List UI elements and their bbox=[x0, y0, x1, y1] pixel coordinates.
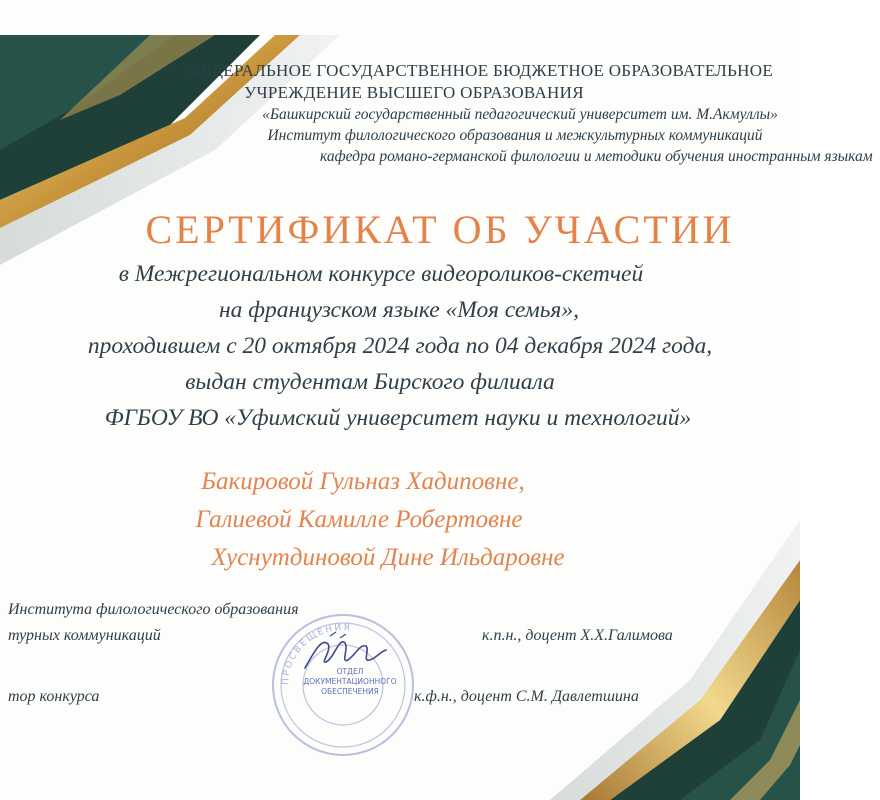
recipient-name: Галиевой Камилле Робертовне bbox=[195, 506, 523, 533]
signatory-2-name: к.ф.н., доцент С.М. Давлетшина bbox=[414, 688, 639, 705]
signatory-1-title-line-1: Института филологического образования bbox=[8, 601, 299, 618]
recipient-name: Бакировой Гульназ Хадиповне, bbox=[201, 468, 525, 495]
body-line-2: на французском языке «Моя семья», bbox=[219, 297, 579, 323]
body-line-5: ФГБОУ ВО «Уфимский университет науки и технологий» bbox=[104, 405, 692, 431]
header-line-4: Институт филологического образования и межкультурных коммуникаций bbox=[267, 127, 763, 144]
stamp-line-2: ДОКУМЕНТАЦИОННОГО bbox=[303, 677, 397, 686]
recipient-name: Хуснутдиновой Дине Ильдаровне bbox=[211, 544, 565, 571]
certificate-title: СЕРТИФИКАТ ОБ УЧАСТИИ bbox=[145, 207, 735, 252]
recipient-names bbox=[0, 463, 800, 577]
body-line-1: в Межрегиональном конкурсе видеороликов-скетчей bbox=[118, 261, 644, 287]
handwritten-signature bbox=[300, 630, 390, 680]
header-line-3: «Башкирский государственный педагогический университет им. М.Акмуллы» bbox=[262, 106, 778, 123]
header-line-1: ФЕДЕРАЛЬНОЕ ГОСУДАРСТВЕННОЕ БЮДЖЕТНОЕ ОБРАЗОВАТЕЛЬНОЕ bbox=[186, 61, 774, 80]
body-line-3: проходившем с 20 октября 2024 года по 04 декабря 2024 года, bbox=[87, 333, 713, 359]
header-line-2: УЧРЕЖДЕНИЕ ВЫСШЕГО ОБРАЗОВАНИЯ bbox=[244, 83, 584, 102]
stamp-line-1: ОТДЕЛ bbox=[336, 667, 364, 676]
stamp-line-3: ОБЕСПЕЧЕНИЯ bbox=[321, 687, 379, 696]
signatory-1-title-line-2: турных коммуникаций bbox=[8, 627, 161, 644]
certificate-body bbox=[0, 256, 800, 436]
body-line-4: выдан студентам Бирского филиала bbox=[185, 369, 555, 395]
header-line-5: кафедра романо-германской филологии и методики обучения иностранным языкам bbox=[320, 148, 873, 165]
signatory-1-name: к.п.н., доцент Х.Х.Галимова bbox=[482, 627, 673, 644]
issuer-header bbox=[130, 60, 873, 167]
stamp-ring-text: ПРОСВЕЩЕНИЯ bbox=[280, 622, 353, 686]
signatory-2-title: тор конкурса bbox=[8, 688, 100, 705]
